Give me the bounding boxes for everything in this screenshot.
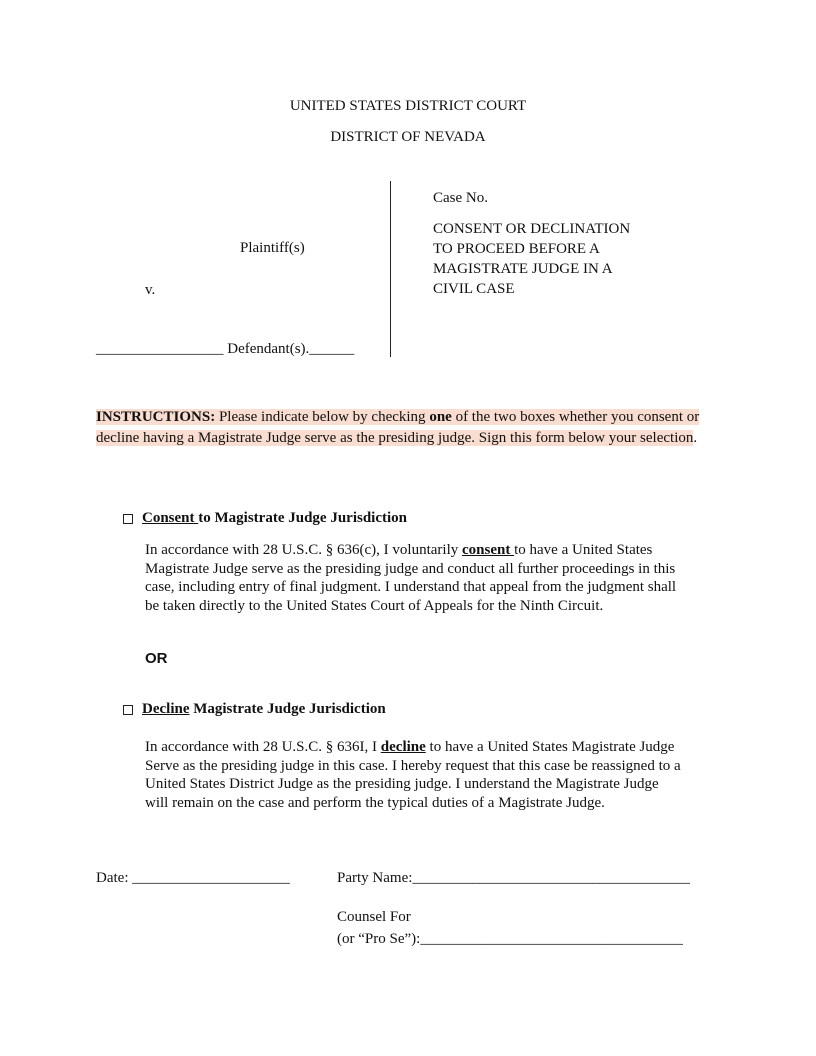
consent-keyword: consent: [462, 542, 515, 558]
consent-option: [123, 510, 407, 527]
decline-heading-underlined: Decline: [142, 701, 190, 717]
court-name: UNITED STATES DISTRICT COURT: [289, 98, 527, 114]
consent-para-line: case, including entry of final judgment. I understand that appeal from the judgment shall: [145, 579, 677, 595]
party-name-blank[interactable]: _____________________________________: [412, 870, 690, 886]
decline-paragraph: [145, 738, 735, 812]
defendant-line: [96, 339, 354, 359]
decline-heading-rest: Magistrate Judge Jurisdiction: [189, 701, 386, 717]
pro-se-field: [337, 929, 683, 949]
consent-heading-underlined: Consent: [142, 510, 199, 526]
consent-para-line1-end: to have a United States: [514, 542, 653, 558]
decline-para-line: Serve as the presiding judge in this case. I hereby request that this case be reassigned to a: [145, 757, 681, 774]
instructions-label: INSTRUCTIONS:: [96, 409, 216, 425]
decline-para-line: will remain on the case and perform the typical duties of a Magistrate Judge.: [145, 794, 605, 811]
consent-heading: [142, 510, 407, 527]
instructions-end: .: [693, 429, 698, 446]
decline-heading: [142, 701, 386, 718]
form-title-line: CONSENT OR DECLINATION: [433, 221, 631, 237]
date-field: [96, 868, 290, 888]
instructions-block: [96, 407, 726, 448]
consent-paragraph: [145, 541, 735, 615]
versus-label: v.: [145, 282, 156, 298]
case-number-label: Case No.: [433, 190, 488, 206]
plaintiff-label: Plaintiff(s): [240, 240, 305, 256]
caption-divider: [390, 181, 391, 357]
consent-para-start: In accordance with 28 U.S.C. § 636(c), I voluntarily: [145, 542, 462, 558]
defendant-name-blank[interactable]: _________________: [96, 341, 224, 357]
pro-se-label: (or “Pro Se”):: [337, 931, 421, 947]
consent-para-line: Magistrate Judge serve as the presiding judge and conduct all further proceedings in this: [145, 560, 676, 577]
counsel-for-label: Counsel For: [337, 909, 411, 925]
defendant-tail-blank: ______: [309, 341, 355, 357]
or-separator: OR: [145, 650, 168, 667]
decline-checkbox[interactable]: [123, 705, 133, 715]
date-blank[interactable]: _____________________: [132, 870, 290, 886]
form-title-line: TO PROCEED BEFORE A: [433, 241, 600, 257]
decline-para-line1-end: to have a United States Magistrate Judge: [425, 739, 675, 755]
form-title-line: MAGISTRATE JUDGE IN A: [433, 261, 613, 277]
decline-option: [123, 701, 386, 718]
date-label: Date:: [96, 870, 133, 886]
district-name: DISTRICT OF NEVADA: [330, 129, 486, 145]
decline-para-start: In accordance with 28 U.S.C. § 636I, I: [145, 739, 381, 755]
party-name-field: [337, 868, 690, 888]
decline-para-line: United States District Judge as the presiding judge. I understand the Magistrate Judge: [145, 776, 659, 792]
instructions-text-b: of the two boxes whether you consent or decline having a Magistrate Judge serve as the presiding judge. Sign this form below your selection: [96, 409, 700, 446]
form-title: [433, 219, 630, 299]
defendant-label: Defendant(s).: [223, 341, 310, 357]
consent-para-line: be taken directly to the United States Court of Appeals for the Ninth Circuit.: [145, 597, 604, 614]
consent-heading-rest: to Magistrate Judge Jurisdiction: [198, 510, 407, 526]
consent-checkbox[interactable]: [123, 514, 133, 524]
pro-se-blank[interactable]: ___________________________________: [420, 931, 683, 947]
form-title-line: CIVIL CASE: [433, 281, 515, 297]
decline-keyword: decline: [380, 739, 426, 755]
party-name-label: Party Name:: [337, 870, 413, 886]
instructions-text-a: Please indicate below by checking: [215, 409, 430, 425]
instructions-emphasis: one: [429, 409, 452, 425]
